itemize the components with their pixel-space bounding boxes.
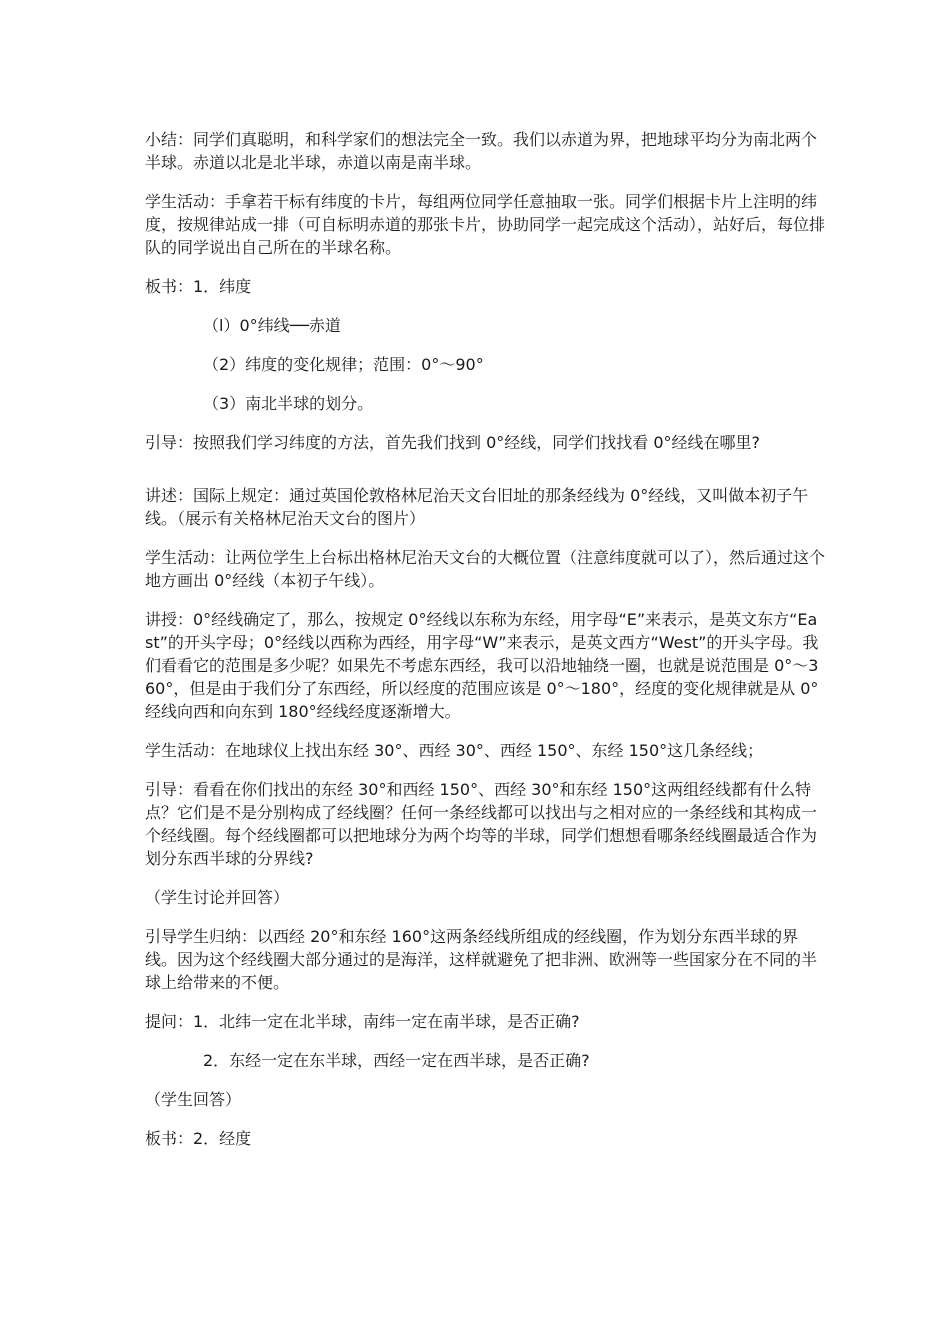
discussion-note: （学生讨论并回答）: [145, 888, 290, 907]
student-activity-paragraph: 学生活动：手拿若干标有纬度的卡片，每组两位同学任意抽取一张。同学们根据卡片上注明的纬度，按规律站成一排（可自标明赤道的那张卡片，协助同学一起完成这个活动），站好后，每位排队的同学说出自己所在的半球名称。: [145, 192, 826, 257]
board-item-latitude-range: （2）纬度的变化规律；范围：0°～90°: [203, 355, 484, 374]
summary-paragraph: 小结：同学们真聪明，和科学家们的想法完全一致。我们以赤道为界，把地球平均分为南北两个半球。赤道以北是北半球，赤道以南是南半球。: [145, 130, 818, 172]
board-item-equator: （l）0°纬线──赤道: [203, 316, 341, 335]
board-item-hemispheres: （3）南北半球的划分。: [203, 394, 374, 413]
guide-meridian-circle-paragraph: 引导：看看在你们找出的东经 30°和西经 150°、西经 30°和东经 150°这两组经线都有什么特点？它们是不是分别构成了经线圈？任何一条经线都可以找出与之相对应的一条经线和其构成一个经线圈。每个经线圈都可以把地球分为两个均等的半球，同学们想想看哪条经线圈最适合作为划分东西半球的分界线?: [145, 780, 818, 868]
conclusion-paragraph: 引导学生归纳：以西经 20°和东经 160°这两条经线所组成的经线圈，作为划分东西半球的界线。因为这个经线圈大部分通过的是海洋，这样就避免了把非洲、欧洲等一些国家分在不同的半球上给带来的不便。: [145, 927, 818, 992]
student-activity-paragraph: 学生活动：让两位学生上台标出格林尼治天文台的大概位置（注意纬度就可以了），然后通过这个地方画出 0°经线（本初子午线）。: [145, 548, 826, 590]
question-1: 提问：1．北纬一定在北半球，南纬一定在南半球，是否正确?: [145, 1012, 580, 1031]
lecture-paragraph: 讲述：国际上规定：通过英国伦敦格林尼治天文台旧址的那条经线为 0°经线，又叫做本初子午线。（展示有关格林尼治天文台的图片）: [145, 486, 809, 528]
student-activity-paragraph: 学生活动：在地球仪上找出东经 30°、西经 30°、西经 150°、东经 150°这几条经线；: [145, 741, 764, 760]
guide-paragraph: 引导：按照我们学习纬度的方法，首先我们找到 0°经线，同学们找找看 0°经线在哪里?: [145, 433, 761, 452]
board-heading-longitude: 板书：2．经度: [145, 1129, 252, 1148]
board-heading-latitude: 板书：1．纬度: [145, 277, 252, 296]
lecture-longitude-paragraph: 讲授：0°经线确定了，那么，按规定 0°经线以东称为东经，用字母“E”来表示，是英文东方“East”的开头字母；0°经线以西称为西经，用字母“W”来表示，是英文西方“West”的开头字母。我们看看它的范围是多少呢？如果先不考虑东西经，我可以沿地轴绕一圈，也就是说范围是 0°～360°，但是由于我们分了东西经，所以经度的范围应该是 0°～180°，经度的变化规律就是从 0°经线向西和向东到 180°经线经度逐渐增大。: [145, 610, 819, 721]
question-2: 2．东经一定在东半球，西经一定在西半球，是否正确?: [203, 1051, 590, 1070]
document-page: [145, 128, 825, 1166]
answer-note: （学生回答）: [145, 1090, 242, 1109]
